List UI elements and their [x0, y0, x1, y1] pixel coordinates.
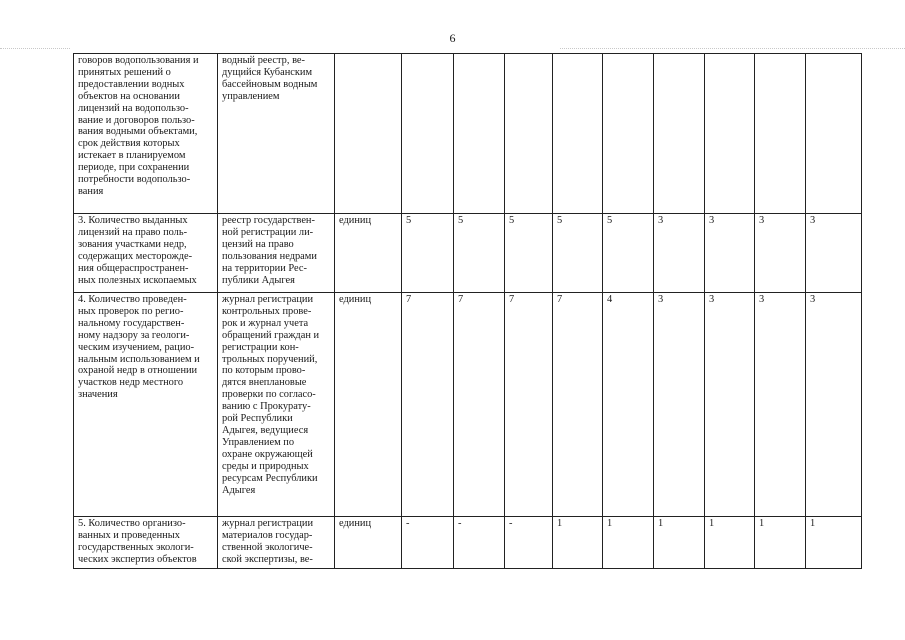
- source-cell: журнал регистрации материалов государ- ственной экологиче- ской экспертизы, ве-: [218, 517, 335, 569]
- source-cell: реестр государствен- ной регистрации ли- цензий на право пользования недрами на территории Рес- публики Адыгея: [218, 214, 335, 293]
- table-row: [74, 54, 862, 214]
- value-cell: 3: [755, 214, 806, 293]
- unit-cell: [335, 54, 402, 214]
- scan-artifact-left: [0, 48, 70, 49]
- value-cell: 3: [755, 293, 806, 517]
- indicators-table: [73, 53, 862, 569]
- value-cell: 7: [402, 293, 454, 517]
- value-cell: [806, 54, 862, 214]
- value-cell: 3: [705, 214, 755, 293]
- value-cell: -: [402, 517, 454, 569]
- value-cell: 7: [505, 293, 553, 517]
- value-cell: 1: [705, 517, 755, 569]
- value-cell: 5: [553, 214, 603, 293]
- value-cell: 1: [654, 517, 705, 569]
- value-cell: 3: [654, 293, 705, 517]
- value-cell: 1: [603, 517, 654, 569]
- table-row: [74, 214, 862, 293]
- table-row: [74, 293, 862, 517]
- value-cell: [402, 54, 454, 214]
- table-row: [74, 517, 862, 569]
- indicator-cell: 4. Количество проведен- ных проверок по регио- нальному государствен- ному надзору за геологи- ческим изучением, рацио- нальным использованием и охраной недр в отношении участков недр местного значения: [74, 293, 218, 517]
- value-cell: [755, 54, 806, 214]
- value-cell: -: [505, 517, 553, 569]
- value-cell: 1: [806, 517, 862, 569]
- value-cell: 1: [553, 517, 603, 569]
- value-cell: 3: [705, 293, 755, 517]
- value-cell: 4: [603, 293, 654, 517]
- source-cell: журнал регистрации контрольных прове- рок и журнал учета обращений граждан и регистрации кон- трольных поручений, по которым прово- дятся внеплановые проверки по согласо- ванию с Прокурату- рой Республики Адыгея, ведущиеся Управлением по охране окружающей среды и природных ресурсам Республики Адыгея: [218, 293, 335, 517]
- indicator-cell: 3. Количество выданных лицензий на право поль- зования участками недр, содержащих месторожде- ния общераспространен- ных полезных ископаемых: [74, 214, 218, 293]
- page-number: 6: [449, 31, 456, 45]
- value-cell: 1: [755, 517, 806, 569]
- table-body: [74, 54, 862, 569]
- value-cell: [454, 54, 505, 214]
- value-cell: -: [454, 517, 505, 569]
- scan-artifact-right: [560, 48, 905, 49]
- value-cell: [505, 54, 553, 214]
- value-cell: 3: [806, 214, 862, 293]
- value-cell: 5: [603, 214, 654, 293]
- value-cell: 7: [553, 293, 603, 517]
- value-cell: 5: [454, 214, 505, 293]
- indicator-cell: говоров водопользования и принятых решений о предоставлении водных объектов на основании лицензий на водопользо- вание и договоров пользо- вания водными объектами, срок действия которых истекает в планируемом периоде, при сохранении потребности водопользо- вания: [74, 54, 218, 214]
- value-cell: 5: [505, 214, 553, 293]
- value-cell: 3: [654, 214, 705, 293]
- value-cell: [705, 54, 755, 214]
- value-cell: [654, 54, 705, 214]
- source-cell: водный реестр, ве- дущийся Кубанским бассейновым водным управлением: [218, 54, 335, 214]
- value-cell: [603, 54, 654, 214]
- value-cell: 3: [806, 293, 862, 517]
- value-cell: 7: [454, 293, 505, 517]
- indicator-cell: 5. Количество организо- ванных и проведенных государственных экологи- ческих экспертиз объектов: [74, 517, 218, 569]
- value-cell: 5: [402, 214, 454, 293]
- unit-cell: единиц: [335, 214, 402, 293]
- unit-cell: единиц: [335, 293, 402, 517]
- unit-cell: единиц: [335, 517, 402, 569]
- value-cell: [553, 54, 603, 214]
